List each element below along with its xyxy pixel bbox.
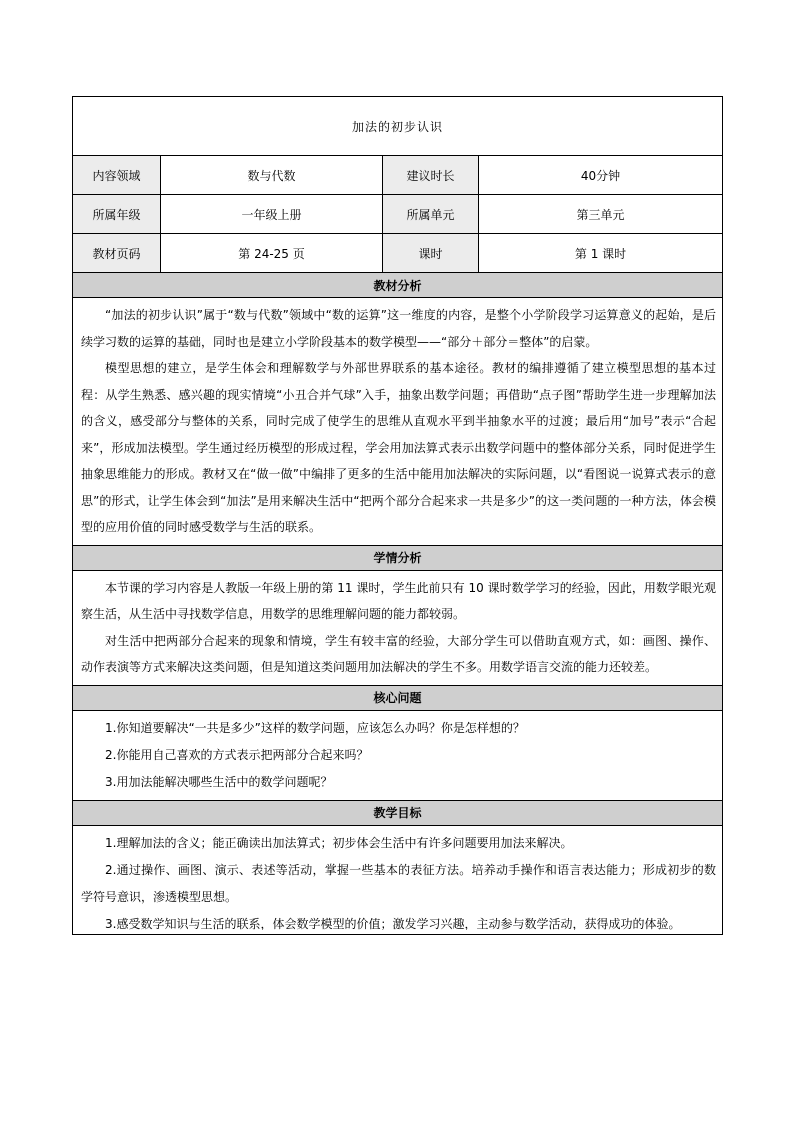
textbook-pages-value: 第 24-25 页 bbox=[161, 234, 383, 273]
teaching-goals-header-row bbox=[73, 800, 723, 825]
textbook-analysis-body-row bbox=[73, 298, 723, 546]
page-title: 加法的初步认识 bbox=[73, 97, 723, 156]
content-domain-label: 内容领域 bbox=[73, 156, 161, 195]
grade-label: 所属年级 bbox=[73, 195, 161, 234]
textbook-analysis-paragraph: “加法的初步认识”属于“数与代数”领域中“数的运算”这一维度的内容，是整个小学阶段学习运算意义的起始，是后续学习数的运算的基础，同时也是建立小学阶段基本的数学模型——“部分＋部分＝整体”的启蒙。 bbox=[81, 308, 717, 349]
teaching-goal-item: 3.感受数学知识与生活的联系，体会数学模型的价值；激发学习兴趣，主动参与数学活动，获得成功的体验。 bbox=[105, 916, 681, 930]
core-questions-heading: 核心问题 bbox=[73, 685, 723, 710]
meta-row-grade bbox=[73, 195, 723, 234]
teaching-goals-clip bbox=[81, 830, 716, 930]
textbook-pages-label: 教材页码 bbox=[73, 234, 161, 273]
meta-row-domain bbox=[73, 156, 723, 195]
textbook-analysis-body bbox=[73, 298, 723, 546]
unit-value: 第三单元 bbox=[479, 195, 723, 234]
lesson-period-value: 第 1 课时 bbox=[479, 234, 723, 273]
textbook-analysis-heading: 教材分析 bbox=[73, 273, 723, 298]
suggested-duration-value: 40分钟 bbox=[479, 156, 723, 195]
teaching-goals-body-row bbox=[73, 825, 723, 934]
teaching-goal-item: 1.理解加法的含义；能正确读出加法算式；初步体会生活中有许多问题要用加法来解决。 bbox=[105, 835, 573, 850]
teaching-goals-body bbox=[73, 825, 723, 934]
grade-value: 一年级上册 bbox=[161, 195, 383, 234]
suggested-duration-label: 建议时长 bbox=[383, 156, 479, 195]
lesson-period-label: 课时 bbox=[383, 234, 479, 273]
core-question-item: 3.用加法能解决哪些生活中的数学问题呢？ bbox=[105, 774, 333, 789]
title-row bbox=[73, 97, 723, 156]
student-analysis-body-row bbox=[73, 570, 723, 685]
unit-label: 所属单元 bbox=[383, 195, 479, 234]
core-questions-body-row bbox=[73, 710, 723, 800]
core-question-item: 1.你知道要解决“一共是多少”这样的数学问题，应该怎么办吗？你是怎样想的？ bbox=[105, 720, 525, 735]
meta-row-pages bbox=[73, 234, 723, 273]
core-question-item: 2.你能用自己喜欢的方式表示把两部分合起来吗？ bbox=[105, 747, 369, 762]
teaching-goal-item: 2.通过操作、画图、演示、表述等活动，掌握一些基本的表征方法。培养动手操作和语言表达能力；形成初步的数学符号意识，渗透模型思想。 bbox=[81, 862, 717, 904]
lesson-plan-table bbox=[72, 96, 723, 935]
core-questions-body bbox=[73, 710, 723, 800]
student-analysis-paragraph: 本节课的学习内容是人教版一年级上册的第 11 课时，学生此前只有 10 课时数学学习的经验，因此，用数学眼光观察生活，从生活中寻找数学信息，用数学的思维理解问题的能力都较弱。 bbox=[81, 580, 717, 621]
student-analysis-body bbox=[73, 570, 723, 685]
student-analysis-heading: 学情分析 bbox=[73, 545, 723, 570]
core-questions-header-row bbox=[73, 685, 723, 710]
student-analysis-header-row bbox=[73, 545, 723, 570]
teaching-goals-heading: 教学目标 bbox=[73, 800, 723, 825]
textbook-analysis-header-row bbox=[73, 273, 723, 298]
student-analysis-paragraph: 对生活中把两部分合起来的现象和情境，学生有较丰富的经验，大部分学生可以借助直观方式，如：画图、操作、动作表演等方式来解决这类问题，但是知道这类问题用加法解决的学生不多。用数学语言交流的能力还较差。 bbox=[81, 633, 717, 674]
textbook-analysis-paragraph: 模型思想的建立，是学生体会和理解数学与外部世界联系的基本途径。教材的编排遵循了建立模型思想的基本过程：从学生熟悉、感兴趣的现实情境“小丑合并气球”入手，抽象出数学问题；再借助“点子图”帮助学生进一步理解加法的含义，感受部分与整体的关系，同时完成了使学生的思维从直观水平到半抽象水平的过渡；最后用“加号”表示“合起来”，形成加法模型。学生通过经历模型的形成过程，学会用加法算式表示出数学问题中的整体部分关系，同时促进学生抽象思维能力的形成。教材又在“做一做”中编排了更多的生活中能用加法解决的实际问题，以“看图说一说算式表示的意思”的形式，让学生体会到“加法”是用来解决生活中“把两个部分合起来求一共是多少”的这一类问题的一种方法，体会模型的应用价值的同时感受数学与生活的联系。 bbox=[81, 361, 717, 534]
content-domain-value: 数与代数 bbox=[161, 156, 383, 195]
